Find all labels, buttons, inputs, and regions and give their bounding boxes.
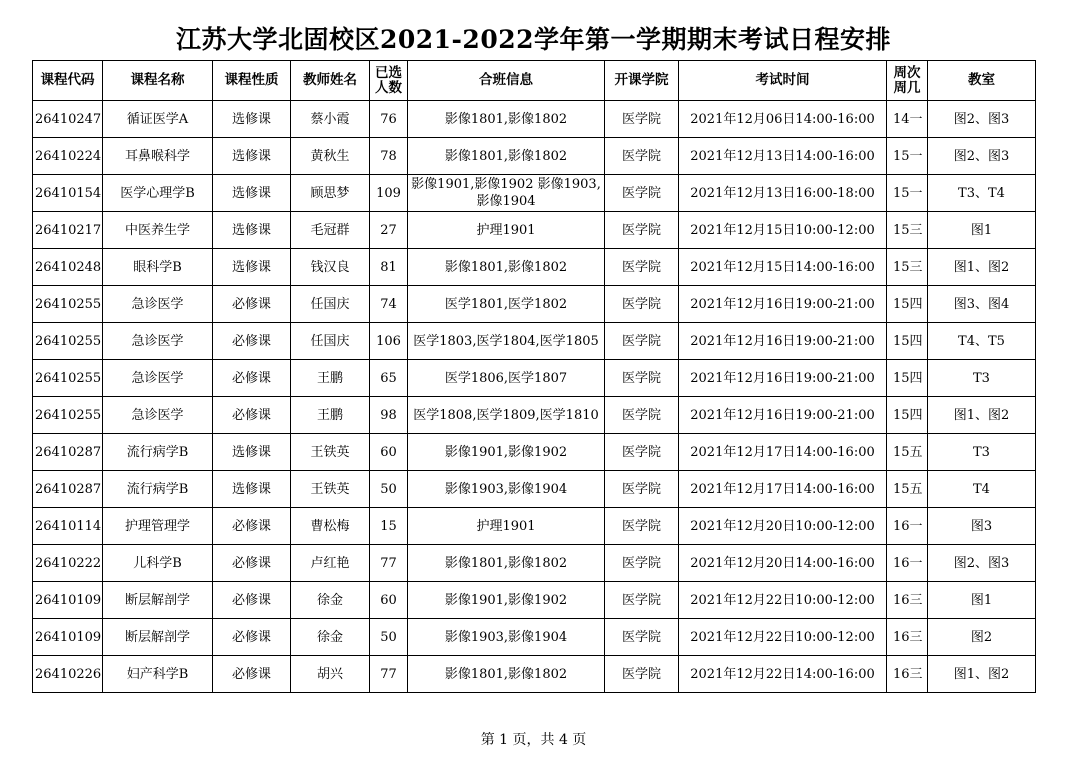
cell-exam-time: 2021年12月13日14:00-16:00 bbox=[679, 138, 887, 175]
cell-exam-time: 2021年12月16日19:00-21:00 bbox=[679, 286, 887, 323]
cell-course-name: 儿科学B bbox=[103, 545, 213, 582]
cell-course-name: 耳鼻喉科学 bbox=[103, 138, 213, 175]
cell-college: 医学院 bbox=[605, 212, 679, 249]
cell-course-type: 必修课 bbox=[213, 545, 291, 582]
cell-course-code: 26410248 bbox=[33, 249, 103, 286]
table-row bbox=[33, 360, 1036, 397]
cell-teacher-name: 任国庆 bbox=[291, 286, 370, 323]
cell-combined-classes: 影像1901,影像1902 影像1903,影像1904 bbox=[408, 175, 605, 212]
cell-exam-time: 2021年12月22日14:00-16:00 bbox=[679, 656, 887, 693]
page-title: 江苏大学北固校区2021-2022学年第一学期期末考试日程安排 bbox=[175, 25, 892, 54]
cell-course-name: 护理管理学 bbox=[103, 508, 213, 545]
cell-course-code: 26410255 bbox=[33, 360, 103, 397]
cell-course-type: 选修课 bbox=[213, 434, 291, 471]
cell-enrolled-count: 98 bbox=[370, 397, 408, 434]
cell-course-type: 必修课 bbox=[213, 360, 291, 397]
table-header-row bbox=[33, 61, 1036, 101]
cell-teacher-name: 任国庆 bbox=[291, 323, 370, 360]
table-row bbox=[33, 582, 1036, 619]
cell-week-day: 15四 bbox=[887, 323, 928, 360]
cell-combined-classes: 医学1808,医学1809,医学1810 bbox=[408, 397, 605, 434]
cell-course-name: 循证医学A bbox=[103, 101, 213, 138]
cell-course-code: 26410255 bbox=[33, 323, 103, 360]
cell-college: 医学院 bbox=[605, 323, 679, 360]
cell-enrolled-count: 50 bbox=[370, 619, 408, 656]
cell-teacher-name: 王铁英 bbox=[291, 434, 370, 471]
cell-course-type: 必修课 bbox=[213, 656, 291, 693]
cell-course-code: 26410247 bbox=[33, 101, 103, 138]
cell-teacher-name: 卢红艳 bbox=[291, 545, 370, 582]
cell-exam-time: 2021年12月16日19:00-21:00 bbox=[679, 323, 887, 360]
cell-enrolled-count: 106 bbox=[370, 323, 408, 360]
cell-course-type: 必修课 bbox=[213, 619, 291, 656]
cell-exam-time: 2021年12月22日10:00-12:00 bbox=[679, 619, 887, 656]
cell-college: 医学院 bbox=[605, 471, 679, 508]
cell-course-type: 选修课 bbox=[213, 212, 291, 249]
cell-college: 医学院 bbox=[605, 434, 679, 471]
cell-week-day: 15四 bbox=[887, 286, 928, 323]
cell-exam-time: 2021年12月22日10:00-12:00 bbox=[679, 582, 887, 619]
cell-classroom: 图2、图3 bbox=[928, 101, 1036, 138]
cell-exam-time: 2021年12月16日19:00-21:00 bbox=[679, 397, 887, 434]
cell-classroom: T4 bbox=[928, 471, 1036, 508]
cell-enrolled-count: 77 bbox=[370, 656, 408, 693]
cell-college: 医学院 bbox=[605, 138, 679, 175]
cell-week-day: 15四 bbox=[887, 397, 928, 434]
cell-course-code: 26410222 bbox=[33, 545, 103, 582]
cell-enrolled-count: 76 bbox=[370, 101, 408, 138]
cell-teacher-name: 王鹏 bbox=[291, 360, 370, 397]
table-row bbox=[33, 138, 1036, 175]
cell-teacher-name: 徐金 bbox=[291, 582, 370, 619]
cell-course-type: 选修课 bbox=[213, 471, 291, 508]
cell-combined-classes: 影像1801,影像1802 bbox=[408, 101, 605, 138]
cell-combined-classes: 影像1801,影像1802 bbox=[408, 656, 605, 693]
cell-enrolled-count: 60 bbox=[370, 434, 408, 471]
cell-course-code: 26410154 bbox=[33, 175, 103, 212]
cell-week-day: 15一 bbox=[887, 175, 928, 212]
cell-teacher-name: 徐金 bbox=[291, 619, 370, 656]
cell-combined-classes: 影像1801,影像1802 bbox=[408, 249, 605, 286]
cell-college: 医学院 bbox=[605, 249, 679, 286]
cell-course-name: 妇产科学B bbox=[103, 656, 213, 693]
cell-combined-classes: 医学1806,医学1807 bbox=[408, 360, 605, 397]
cell-teacher-name: 王鹏 bbox=[291, 397, 370, 434]
cell-teacher-name: 王铁英 bbox=[291, 471, 370, 508]
cell-combined-classes: 影像1801,影像1802 bbox=[408, 138, 605, 175]
table-row bbox=[33, 471, 1036, 508]
cell-college: 医学院 bbox=[605, 101, 679, 138]
cell-teacher-name: 顾思梦 bbox=[291, 175, 370, 212]
header-combined-classes: 合班信息 bbox=[408, 61, 605, 101]
cell-week-day: 15五 bbox=[887, 434, 928, 471]
cell-course-type: 必修课 bbox=[213, 323, 291, 360]
cell-combined-classes: 影像1901,影像1902 bbox=[408, 582, 605, 619]
cell-course-type: 选修课 bbox=[213, 101, 291, 138]
table-row bbox=[33, 434, 1036, 471]
cell-course-code: 26410255 bbox=[33, 397, 103, 434]
cell-exam-time: 2021年12月06日14:00-16:00 bbox=[679, 101, 887, 138]
cell-classroom: 图1、图2 bbox=[928, 249, 1036, 286]
cell-course-name: 医学心理学B bbox=[103, 175, 213, 212]
cell-course-code: 26410287 bbox=[33, 434, 103, 471]
table-row bbox=[33, 508, 1036, 545]
cell-college: 医学院 bbox=[605, 286, 679, 323]
cell-course-name: 眼科学B bbox=[103, 249, 213, 286]
cell-classroom: T3 bbox=[928, 434, 1036, 471]
cell-course-type: 必修课 bbox=[213, 397, 291, 434]
cell-week-day: 16三 bbox=[887, 619, 928, 656]
table-row bbox=[33, 175, 1036, 212]
table-row bbox=[33, 656, 1036, 693]
table-row bbox=[33, 212, 1036, 249]
cell-classroom: T4、T5 bbox=[928, 323, 1036, 360]
cell-teacher-name: 胡兴 bbox=[291, 656, 370, 693]
exam-schedule-table bbox=[32, 60, 1036, 693]
cell-teacher-name: 毛冠群 bbox=[291, 212, 370, 249]
cell-week-day: 15三 bbox=[887, 249, 928, 286]
cell-combined-classes: 影像1901,影像1902 bbox=[408, 434, 605, 471]
header-course-code: 课程代码 bbox=[33, 61, 103, 101]
cell-classroom: T3 bbox=[928, 360, 1036, 397]
cell-course-type: 必修课 bbox=[213, 508, 291, 545]
cell-week-day: 16三 bbox=[887, 656, 928, 693]
header-week-day: 周次周几 bbox=[887, 61, 928, 101]
cell-classroom: 图1 bbox=[928, 212, 1036, 249]
cell-enrolled-count: 78 bbox=[370, 138, 408, 175]
cell-teacher-name: 曹松梅 bbox=[291, 508, 370, 545]
cell-college: 医学院 bbox=[605, 360, 679, 397]
cell-teacher-name: 蔡小霞 bbox=[291, 101, 370, 138]
header-course-name: 课程名称 bbox=[103, 61, 213, 101]
cell-week-day: 15五 bbox=[887, 471, 928, 508]
cell-course-code: 26410217 bbox=[33, 212, 103, 249]
cell-teacher-name: 钱汉良 bbox=[291, 249, 370, 286]
cell-course-type: 选修课 bbox=[213, 138, 291, 175]
cell-course-name: 断层解剖学 bbox=[103, 619, 213, 656]
cell-exam-time: 2021年12月15日10:00-12:00 bbox=[679, 212, 887, 249]
cell-course-name: 中医养生学 bbox=[103, 212, 213, 249]
cell-enrolled-count: 77 bbox=[370, 545, 408, 582]
cell-classroom: 图1、图2 bbox=[928, 656, 1036, 693]
header-exam-time: 考试时间 bbox=[679, 61, 887, 101]
cell-college: 医学院 bbox=[605, 656, 679, 693]
cell-course-code: 26410224 bbox=[33, 138, 103, 175]
page-footer: 第 1 页，共 4 页 bbox=[480, 732, 587, 748]
cell-week-day: 16三 bbox=[887, 582, 928, 619]
cell-college: 医学院 bbox=[605, 619, 679, 656]
cell-combined-classes: 医学1803,医学1804,医学1805 bbox=[408, 323, 605, 360]
cell-course-code: 26410109 bbox=[33, 582, 103, 619]
cell-college: 医学院 bbox=[605, 545, 679, 582]
cell-classroom: T3、T4 bbox=[928, 175, 1036, 212]
table-row bbox=[33, 286, 1036, 323]
cell-college: 医学院 bbox=[605, 175, 679, 212]
cell-course-name: 断层解剖学 bbox=[103, 582, 213, 619]
cell-exam-time: 2021年12月17日14:00-16:00 bbox=[679, 471, 887, 508]
table-body bbox=[33, 101, 1036, 693]
table-row bbox=[33, 249, 1036, 286]
cell-college: 医学院 bbox=[605, 508, 679, 545]
cell-course-code: 26410255 bbox=[33, 286, 103, 323]
table-row bbox=[33, 101, 1036, 138]
cell-week-day: 16一 bbox=[887, 508, 928, 545]
header-college: 开课学院 bbox=[605, 61, 679, 101]
cell-classroom: 图2、图3 bbox=[928, 545, 1036, 582]
cell-course-name: 急诊医学 bbox=[103, 323, 213, 360]
cell-combined-classes: 护理1901 bbox=[408, 508, 605, 545]
cell-enrolled-count: 74 bbox=[370, 286, 408, 323]
cell-combined-classes: 护理1901 bbox=[408, 212, 605, 249]
cell-course-code: 26410114 bbox=[33, 508, 103, 545]
cell-enrolled-count: 27 bbox=[370, 212, 408, 249]
cell-teacher-name: 黄秋生 bbox=[291, 138, 370, 175]
cell-classroom: 图2、图3 bbox=[928, 138, 1036, 175]
table-row bbox=[33, 397, 1036, 434]
cell-classroom: 图1、图2 bbox=[928, 397, 1036, 434]
cell-enrolled-count: 15 bbox=[370, 508, 408, 545]
cell-course-name: 流行病学B bbox=[103, 434, 213, 471]
cell-exam-time: 2021年12月15日14:00-16:00 bbox=[679, 249, 887, 286]
cell-course-type: 选修课 bbox=[213, 249, 291, 286]
cell-week-day: 15四 bbox=[887, 360, 928, 397]
cell-week-day: 15一 bbox=[887, 138, 928, 175]
cell-combined-classes: 影像1903,影像1904 bbox=[408, 471, 605, 508]
cell-week-day: 16一 bbox=[887, 545, 928, 582]
cell-enrolled-count: 81 bbox=[370, 249, 408, 286]
cell-exam-time: 2021年12月20日10:00-12:00 bbox=[679, 508, 887, 545]
cell-enrolled-count: 109 bbox=[370, 175, 408, 212]
table-row bbox=[33, 545, 1036, 582]
header-course-type: 课程性质 bbox=[213, 61, 291, 101]
cell-course-code: 26410287 bbox=[33, 471, 103, 508]
cell-classroom: 图3 bbox=[928, 508, 1036, 545]
cell-college: 医学院 bbox=[605, 582, 679, 619]
cell-course-type: 必修课 bbox=[213, 582, 291, 619]
cell-course-code: 26410109 bbox=[33, 619, 103, 656]
cell-enrolled-count: 50 bbox=[370, 471, 408, 508]
cell-course-name: 急诊医学 bbox=[103, 286, 213, 323]
cell-enrolled-count: 65 bbox=[370, 360, 408, 397]
cell-exam-time: 2021年12月17日14:00-16:00 bbox=[679, 434, 887, 471]
header-teacher-name: 教师姓名 bbox=[291, 61, 370, 101]
cell-combined-classes: 医学1801,医学1802 bbox=[408, 286, 605, 323]
cell-college: 医学院 bbox=[605, 397, 679, 434]
cell-course-name: 急诊医学 bbox=[103, 360, 213, 397]
cell-course-name: 急诊医学 bbox=[103, 397, 213, 434]
table-row bbox=[33, 619, 1036, 656]
cell-enrolled-count: 60 bbox=[370, 582, 408, 619]
cell-exam-time: 2021年12月13日16:00-18:00 bbox=[679, 175, 887, 212]
cell-classroom: 图3、图4 bbox=[928, 286, 1036, 323]
cell-week-day: 14一 bbox=[887, 101, 928, 138]
cell-exam-time: 2021年12月16日19:00-21:00 bbox=[679, 360, 887, 397]
cell-exam-time: 2021年12月20日14:00-16:00 bbox=[679, 545, 887, 582]
header-enrolled-count: 已选人数 bbox=[370, 61, 408, 101]
cell-course-type: 必修课 bbox=[213, 286, 291, 323]
cell-classroom: 图2 bbox=[928, 619, 1036, 656]
cell-course-code: 26410226 bbox=[33, 656, 103, 693]
header-classroom: 教室 bbox=[928, 61, 1036, 101]
table-row bbox=[33, 323, 1036, 360]
cell-course-name: 流行病学B bbox=[103, 471, 213, 508]
cell-week-day: 15三 bbox=[887, 212, 928, 249]
cell-combined-classes: 影像1801,影像1802 bbox=[408, 545, 605, 582]
cell-classroom: 图1 bbox=[928, 582, 1036, 619]
cell-course-type: 选修课 bbox=[213, 175, 291, 212]
cell-combined-classes: 影像1903,影像1904 bbox=[408, 619, 605, 656]
